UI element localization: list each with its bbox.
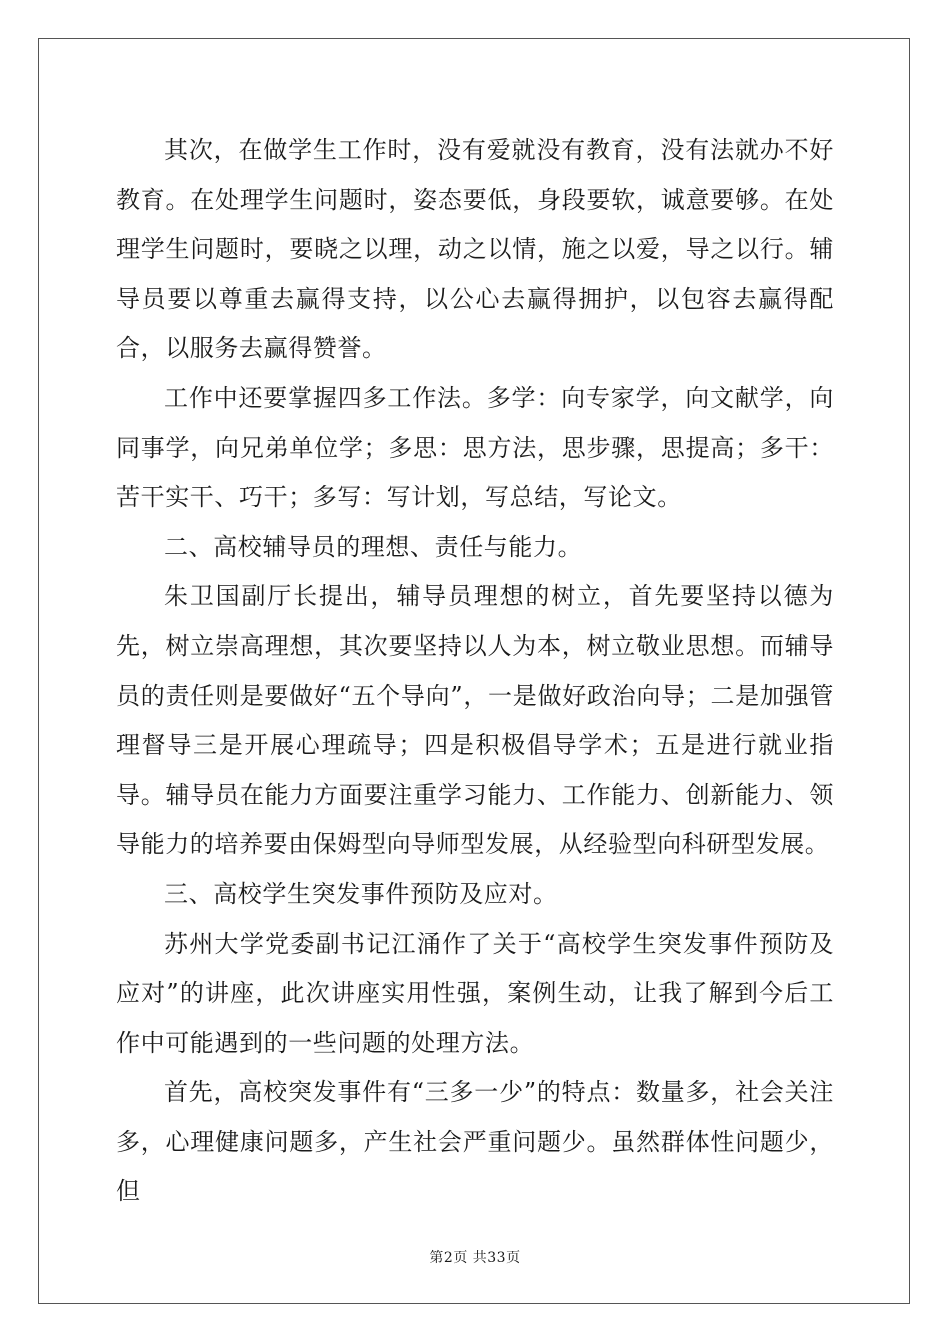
paragraph-2: 工作中还要掌握四多工作法。多学：向专家学，向文献学，向同事学，向兄弟单位学；多思：思方法，思步骤，思提高；多干：苦干实干、巧干；多写：写计划，写总结，写论文。 (116, 383, 834, 512)
paragraph-3: 朱卫国副厅长提出，辅导员理想的树立，首先要坚持以德为先，树立崇高理想，其次要坚持以人为本，树立敬业思想。而辅导员的责任则是要做好“五个导向”，一是做好政治向导；二是加强管理督导三是开展心理疏导；四是积极倡导学术；五是进行就业指导。辅导员在能力方面要注重学习能力、工作能力、创新能力、领导能力的培养要由保姆型向导师型发展，从经验型向科研型发展。 (116, 582, 834, 859)
paragraph-5: 首先，高校突发事件有“三多一少”的特点：数量多，社会关注多，心理健康问题多，产生社会严重问题少。虽然群体性问题少，但 (116, 1078, 834, 1206)
section-heading-2: 二、高校辅导员的理想、责任与能力。 (164, 532, 583, 561)
document-body (116, 126, 834, 1217)
section-heading-3: 三、高校学生突发事件预防及应对。 (164, 879, 558, 908)
page-number-footer: 第2页 共33页 (429, 1250, 521, 1266)
paragraph-1: 其次，在做学生工作时，没有爱就没有教育，没有法就办不好教育。在处理学生问题时，姿态要低，身段要软，诚意要够。在处理学生问题时，要晓之以理，动之以情，施之以爱，导之以行。辅导员要以尊重去赢得支持，以公心去赢得拥护，以包容去赢得配合，以服务去赢得赞誉。 (116, 136, 834, 363)
paragraph-4: 苏州大学党委副书记江涌作了关于“高校学生突发事件预防及应对”的讲座，此次讲座实用性强，案例生动，让我了解到今后工作中可能遇到的一些问题的处理方法。 (116, 929, 834, 1057)
